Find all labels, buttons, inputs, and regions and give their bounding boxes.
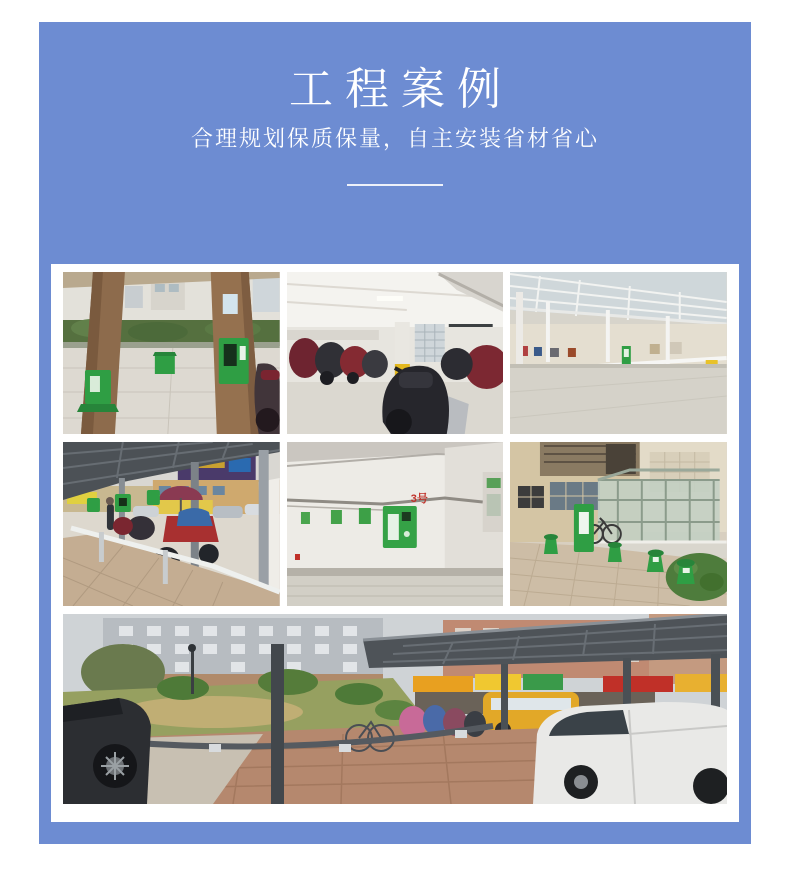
walkway-pillars-illustration: [63, 272, 280, 434]
section-title: 工程案例: [289, 65, 513, 114]
case-photo-panorama: [63, 614, 727, 804]
cases-panel: [39, 22, 751, 844]
charger-number-label: 3号: [410, 492, 428, 506]
case-photo-steel-canopy: [510, 272, 727, 434]
title-divider: [347, 184, 443, 186]
glass-shelter-illustration: [510, 442, 727, 606]
corridor-wall-illustration: [287, 442, 504, 606]
case-photo-indoor-garage: [287, 272, 504, 434]
case-photo-corridor-wall: [287, 442, 504, 606]
case-photo-glass-shelter: [510, 442, 727, 606]
steel-canopy-illustration: [510, 272, 727, 434]
case-photo-walkway-pillars: [63, 272, 280, 434]
panorama-illustration: [63, 614, 727, 804]
case-photo-street-canopy: [63, 442, 280, 606]
indoor-garage-illustration: [287, 272, 504, 434]
section-subtitle: 合理规划保质保量，自主安装省材省心: [190, 126, 599, 151]
gallery-card: [51, 264, 739, 822]
street-canopy-illustration: [63, 442, 280, 606]
photo-grid: [63, 272, 727, 804]
